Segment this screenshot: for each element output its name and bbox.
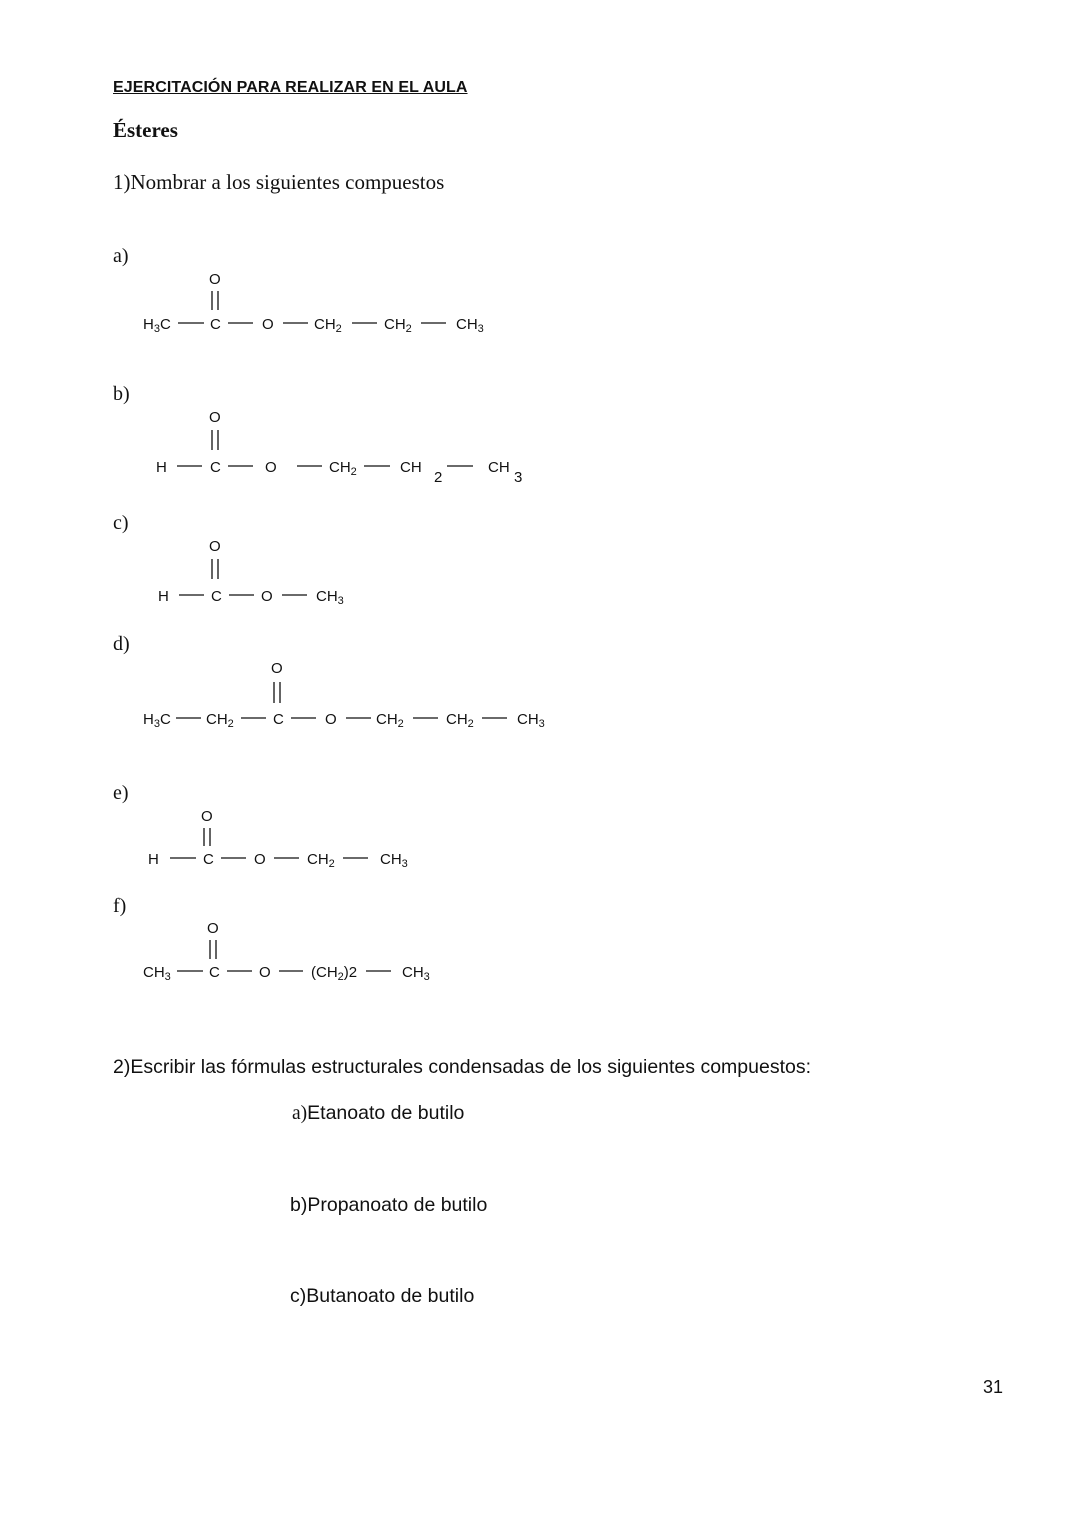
formula-c-carbonyl-carbon: C [211,588,222,605]
exercise2-item-letter: c) [290,1285,307,1307]
formula-b-group: CH [488,459,510,476]
formula-b-group: H [156,459,167,476]
exercise2-item-a [292,1102,464,1125]
formula-c-group: $CH_3$ [316,588,344,607]
formula-c-label: c) [113,512,129,534]
formula-b-subscript: 3 [514,469,523,486]
formula-f-label: f) [113,895,127,917]
formula-a-label: a) [113,245,129,267]
formula-d [0,655,1080,735]
formula-f-group: $CH_3$ [143,964,171,983]
formula-f-carbonyl-carbon: C [209,964,220,981]
formula-a-ester-oxygen: O [262,316,274,333]
formula-d-label: d) [113,633,130,655]
formula-d-group: $CH_2$ [206,711,234,730]
formula-d-ester-oxygen: O [325,711,337,728]
exercise1-instruction: 1)Nombrar a los siguientes compuestos [113,170,445,194]
formula-a-carbonyl-carbon: C [210,316,221,333]
formula-e-ester-oxygen: O [254,851,266,868]
page-number: 31 [983,1377,1004,1397]
exercise2-item-text: Propanoato de butilo [307,1194,488,1216]
formula-c-ester-oxygen: O [261,588,273,605]
formula-e-group: H [148,851,159,868]
formula-a-group: $CH_2$ [384,316,412,335]
formula-c [0,532,1080,612]
formula-e-label: e) [113,782,129,804]
exercise2-item-c [290,1285,474,1308]
formula-d-group: $CH_2$ [446,711,474,730]
formula-a-group: $CH_3$ [456,316,484,335]
exercise2-item-text: Etanoato de butilo [307,1102,465,1124]
formula-b-carbonyl-carbon: C [210,459,221,476]
topic-heading: Ésteres [113,118,178,142]
formula-c-carbonyl-oxygen: O [209,538,221,555]
formula-b-group: $CH_2$ [329,459,357,478]
formula-f-group: $CH_3$ [402,964,430,983]
formula-f-group: $(CH_2)2$ [311,964,358,983]
formula-a [0,265,1080,345]
formula-b-ester-oxygen: O [265,459,277,476]
formula-c-group: H [158,588,169,605]
formula-b-label: b) [113,383,130,405]
formula-e-carbonyl-carbon: C [203,851,214,868]
formula-f-ester-oxygen: O [259,964,271,981]
formula-a-group: $CH_2$ [314,316,342,335]
formula-a-carbonyl-oxygen: O [209,271,221,288]
section-title: EJERCITACIÓN PARA REALIZAR EN EL AULA [113,79,468,96]
formula-a-group: $H_3C$ [143,316,171,335]
formula-e [0,804,1080,874]
formula-e-group: $CH_3$ [380,851,408,870]
formula-e-carbonyl-oxygen: O [201,808,213,825]
exercise2-item-b [290,1194,487,1217]
exercise2-item-letter: a) [292,1103,308,1124]
formula-b-group: CH [400,459,422,476]
formula-d-group: $CH_3$ [517,711,545,730]
formula-b-carbonyl-oxygen: O [209,409,221,426]
formula-e-group: $CH_2$ [307,851,335,870]
formula-d-group: $CH_2$ [376,711,404,730]
exercise2-item-letter: b) [290,1194,308,1216]
formula-f [0,916,1080,986]
exercise2-item-text: Butanoato de butilo [306,1285,475,1307]
formula-f-carbonyl-oxygen: O [207,920,219,937]
formula-d-carbonyl-carbon: C [273,711,284,728]
formula-d-group: $H_3C$ [143,711,171,730]
exercise2-instruction: 2)Escribir las fórmulas estructurales condensadas de los siguientes compuestos: [113,1056,812,1078]
formula-b-subscript: 2 [434,469,443,486]
formula-d-carbonyl-oxygen: O [271,660,283,677]
formula-b [0,402,1080,492]
